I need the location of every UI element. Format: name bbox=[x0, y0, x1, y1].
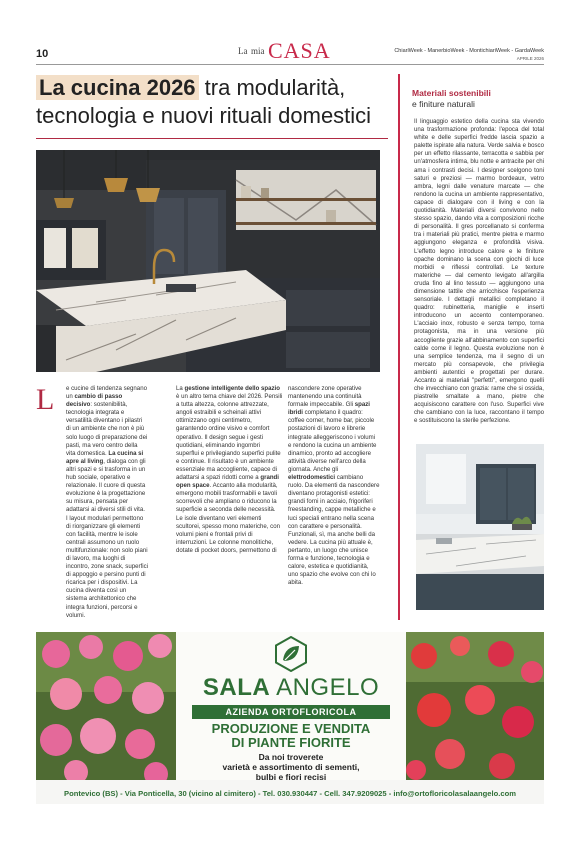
col3-run: completano il quadro: coffee corner, home bar, piccole postazioni di lavoro e librerie integrate alleggeriscono i volumi e rendono la cucina un ambiente dinamico, pronto ad accogliere attività diverse nell'arco della giornata. Anche gli bbox=[288, 409, 377, 473]
flowers-image-left bbox=[36, 632, 176, 780]
ad-brand-name bbox=[176, 674, 406, 702]
article-column-1 bbox=[66, 385, 148, 620]
page-number: 10 bbox=[36, 48, 49, 60]
column-2-text bbox=[176, 385, 284, 555]
col1-run: , dialoga con gli altri spazi e si trasforma in un hub sociale, operativo e relazionale. Il cuore di questa evoluzione è la progettazione su misura, pensata per adattarsi ai diversi stili di vita. I layout modulari permettono di riorganizzare gli elementi con facilità, mentre le isole centrali assumono un ruolo multifunzionale: non solo piani di lavoro, ma luoghi di incontro, zone snack, superfici di appoggio e persino punti di ricarica per i dispositivi. La cucina diventa così un sistema architettonico che integra funzioni, percorsi e volumi. bbox=[66, 457, 148, 619]
ad-contact-footer: Pontevico (BS) - Via Ponticella, 30 (vicino al cimitero) - Tel. 030.930447 - Cell. 347.9209025 - info@ortofloricolasalaangelo.com bbox=[36, 784, 544, 804]
logo-la: La bbox=[238, 46, 248, 56]
page-header bbox=[0, 0, 580, 64]
col1-run: : sostenibilità, tecnologia integrata e versatilità diventano i pilastri di un ambiente che non è più solo luogo di preparazione dei pasti, ma vero centro della vita domestica. bbox=[66, 401, 148, 457]
leaf-logo-icon bbox=[273, 636, 309, 672]
advertisement-sala-angelo bbox=[36, 632, 544, 804]
article-column-2 bbox=[176, 385, 284, 555]
ad-subtitle-line1: Da noi troverete bbox=[258, 752, 324, 762]
kitchen-photo bbox=[36, 150, 380, 372]
brand-angelo: ANGELO bbox=[276, 674, 380, 701]
sidebar-subtitle: e finiture naturali bbox=[412, 99, 475, 109]
brand-sala: SALA bbox=[202, 674, 271, 701]
ad-subtitle-line2: varietà e assortimento di sementi, bbox=[222, 762, 360, 772]
column-3-text bbox=[288, 385, 380, 587]
header-divider bbox=[36, 64, 544, 65]
ad-subtitle-line3: bulbi e fiori recisi bbox=[255, 772, 327, 782]
col2-run: gestione intelligente dello spazio bbox=[184, 385, 280, 392]
col3-run: nascondere zone operative mantenendo una continuità formale impeccabile. Gli bbox=[288, 385, 362, 409]
sidebar-kitchen-photo bbox=[416, 444, 544, 610]
col2-run: è un altro tema chiave del 2026. Pensili a tutta altezza, colonne attrezzate, angoli estraibili e scheinali attivi ottimizzano ogni centimetro, garantendo ordine visivo e comfort operativo. Il design segue i gesti quotidiani, eliminando ingombri superflui e privilegiando superfici pulite e continue. Il risultato è un ambiente essenziale ma accogliente, capace di adattarsi a spazi ridotti come a bbox=[176, 393, 283, 482]
magazine-logo bbox=[238, 38, 358, 64]
col1-run: La cucina si apre al living bbox=[66, 449, 144, 465]
headline-divider bbox=[36, 138, 388, 139]
article-column-3 bbox=[288, 385, 380, 587]
logo-mia: mia bbox=[251, 46, 265, 56]
column-1-text bbox=[66, 385, 148, 620]
ad-production-line1: PRODUZIONE E VENDITA bbox=[211, 721, 371, 736]
article-body bbox=[36, 385, 380, 625]
col3-run: spazi ibridi bbox=[288, 401, 370, 417]
drop-cap: L bbox=[36, 383, 55, 416]
col1-run: e cucine di tendenza segnano un bbox=[66, 385, 147, 401]
col3-run: elettrodomestici bbox=[288, 474, 336, 482]
article-headline bbox=[36, 74, 388, 130]
col2-run: La bbox=[176, 385, 185, 392]
ad-text-panel bbox=[176, 632, 406, 780]
flowers-image-right bbox=[406, 632, 544, 780]
ad-production-line2: DI PIANTE FIORITE bbox=[231, 735, 351, 750]
col2-run: . Accanto alla modularità, emergono mobili trasformabili e tavoli scorrevoli che ampliano o riducono la superficie a seconda delle necessità. Le isole diventano veri elementi scultorei, spesso mono materiche, con volumi pieni e frontali privi di interruzioni. Le colonne monolitiche, dotate di pocket doors, permettono di bbox=[176, 482, 280, 554]
sidebar-text: Il linguaggio estetico della cucina sta vivendo una trasformazione profonda: l'epoca del total white e delle superfici fredde lascia spazio a palette ispirate alla natura. Verde salvia e bosco per un effetto rilassante, terracotta e sabbia per un'atmosfera intima, blu notte e antracite per chi ama i contrasti decisi. I designer scelgono toni saturi e preziosi — marmo bordeaux, vetro ambra, legni dalle venature marcate — che rendono la cucina un ambiente rappresentativo, capace di dialogare con il living e con la quotidianità. Materiali diversi convivono nello stesso spazio, dando vita a composizioni ricche di personalità. Il gres porcellanato si conferma tra i materiali più pratici, mentre pietra e marmo aggiungono eleganza e profondità visiva. L'effetto legno introduce calore e le finiture opache dominano la scena con giochi di luce morbidi e riflessi controllati. Le texture materiche — dal cemento levigato all'argilla cruda fino al lino tessuto — aggiungono una dimensione tattile che arricchisce l'esperienza sensoriale. I dettagli metallici completano il quadro: rubinetteria, maniglie e inserti introducono un accento contemporaneo. L'acciaio inox, robusto e senza tempo, torna protagonista, ma in una versione più accogliente grazie all'abbinamento con superfici calde come il legno. Questa evoluzione non è una semplice tendenza, ma il segno di un mercato più consapevole, che privilegia ambienti autentici e progettati per durare. Accanto ai materiali "perfetti", emergono quelli che invecchiano con grazia: rame che si ossida, piastrelle smaltate a mano, pietre che acquisiscono carattere con l'uso. Superfici vive che cambiano con la luce, raccontano il tempo e sostituiscono la sterile perfezione. bbox=[414, 118, 544, 425]
network-list: ChiariWeek - ManerbioWeek - MontichiariWeek - GardaWeek bbox=[394, 48, 544, 54]
sidebar-accent-bar bbox=[398, 74, 400, 620]
sidebar-title: Materiali sostenibili bbox=[412, 88, 491, 98]
ad-band: AZIENDA ORTOFLORICOLA bbox=[192, 705, 390, 719]
col1-run: cambio di passo decisivo bbox=[66, 393, 123, 409]
sidebar-box bbox=[398, 74, 544, 620]
headline-rest: tra modularità, tecnologia e nuovi rituali domestici bbox=[36, 75, 372, 128]
issue-date: APRILE 2026 bbox=[516, 56, 544, 61]
col3-run: cambiano ruolo. Da elementi da nascondere diventano protagonisti estetici: grandi forni in acciaio, frigoriferi freestanding, cappe metalliche e luci speciali entrano nella scena con carattere e personalità. Funzionali, sì, ma anche belli da vedere. La cucina più attuale è, pertanto, un luogo che unisce forma e funzione, tecnologia e calore, estetica e quotidianità, uno spazio che evolve con chi lo abita. bbox=[288, 474, 380, 587]
col2-run: grandi open space bbox=[176, 474, 279, 490]
logo-casa: CASA bbox=[268, 38, 331, 63]
headline-highlight: La cucina 2026 bbox=[36, 75, 199, 100]
